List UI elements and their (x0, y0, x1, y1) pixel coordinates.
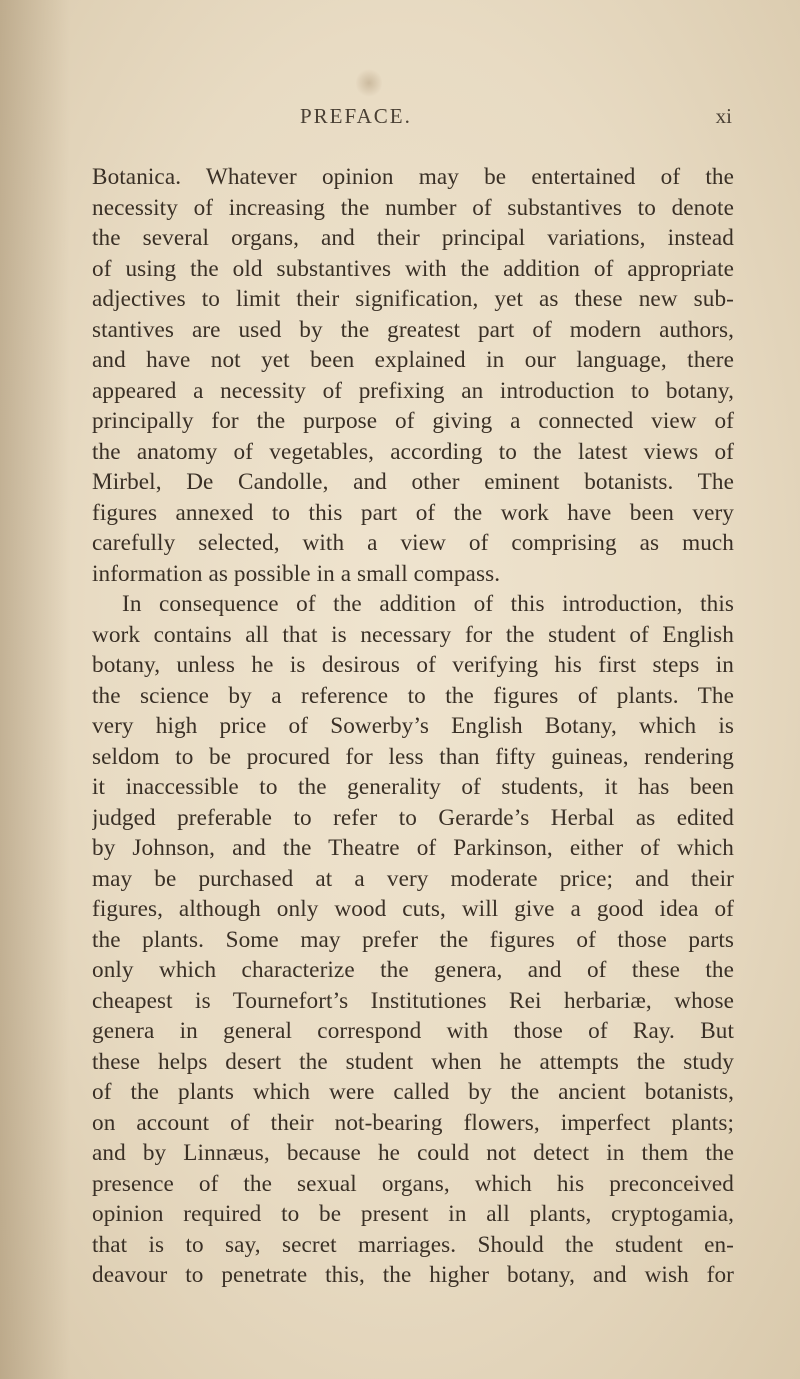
text-line: stantives are used by the greatest part of modern authors, (92, 316, 734, 343)
text-line: on account of their not-bearing flowers, imperfect plants; (92, 1109, 734, 1136)
page-header (92, 104, 732, 144)
text-line: of using the old substantives with the addition of appropriate (92, 255, 734, 282)
text-line: figures annexed to this part of the work have been very (92, 499, 734, 526)
text-line: that is to say, secret marriages. Should the student en- (92, 1231, 734, 1258)
text-line: carefully selected, with a view of comprising as much (92, 530, 734, 556)
running-head: PREFACE. (300, 104, 412, 128)
text-line: Botanica. Whatever opinion may be entertained of the (92, 164, 734, 190)
text-line: Mirbel, De Candolle, and other eminent botanists. The (92, 469, 734, 495)
text-line: opinion required to be present in all plants, cryptogamia, (92, 1201, 734, 1227)
body-text (92, 162, 734, 1291)
text-line: the several organs, and their principal variations, instead (92, 225, 734, 251)
text-line: it inaccessible to the generality of students, it has been (92, 774, 734, 800)
text-line: and have not yet been explained in our language, there (92, 347, 734, 373)
text-line: botany, unless he is desirous of verifying his first steps in (92, 652, 734, 678)
text-line: and by Linnæus, because he could not detect in them the (92, 1140, 734, 1166)
text-line-paragraph-end: information as possible in a small compass. (92, 560, 501, 587)
text-line: appeared a necessity of prefixing an introduction to botany, (92, 377, 734, 404)
text-line: adjectives to limit their signification, yet as these new sub- (92, 286, 734, 312)
text-line: only which characterize the genera, and of these the (92, 957, 734, 983)
text-line: work contains all that is necessary for the student of English (92, 621, 734, 648)
text-line: necessity of increasing the number of substantives to denote (92, 194, 734, 221)
text-line: very high price of Sowerby’s English Botany, which is (92, 713, 734, 739)
text-line: seldom to be procured for less than fifty guineas, rendering (92, 743, 734, 770)
text-line: genera in general correspond with those of Ray. But (92, 1018, 734, 1044)
text-line: of the plants which were called by the ancient botanists, (92, 1079, 734, 1105)
text-line: by Johnson, and the Theatre of Parkinson, either of which (92, 835, 734, 861)
text-line: the anatomy of vegetables, according to the latest views of (92, 438, 734, 465)
text-line: deavour to penetrate this, the higher botany, and wish for (92, 1262, 734, 1288)
text-line: cheapest is Tournefort’s Institutiones Rei herbariæ, whose (92, 987, 734, 1014)
text-line: these helps desert the student when he attempts the study (92, 1048, 734, 1075)
page-edge-shadow (0, 0, 70, 1379)
text-line: presence of the sexual organs, which his preconceived (92, 1170, 734, 1197)
text-line: judged preferable to refer to Gerarde’s Herbal as edited (92, 804, 734, 831)
text-line: principally for the purpose of giving a connected view of (92, 408, 734, 434)
text-line: the plants. Some may prefer the figures of those parts (92, 926, 734, 953)
text-line-paragraph-start: In consequence of the addition of this introduction, this (122, 591, 734, 617)
text-line: the science by a reference to the figures of plants. The (92, 682, 734, 709)
page-number: xi (715, 104, 732, 128)
text-line: figures, although only wood cuts, will give a good idea of (92, 896, 734, 922)
text-line: may be purchased at a very moderate price; and their (92, 865, 734, 892)
paper-stain (356, 68, 382, 98)
